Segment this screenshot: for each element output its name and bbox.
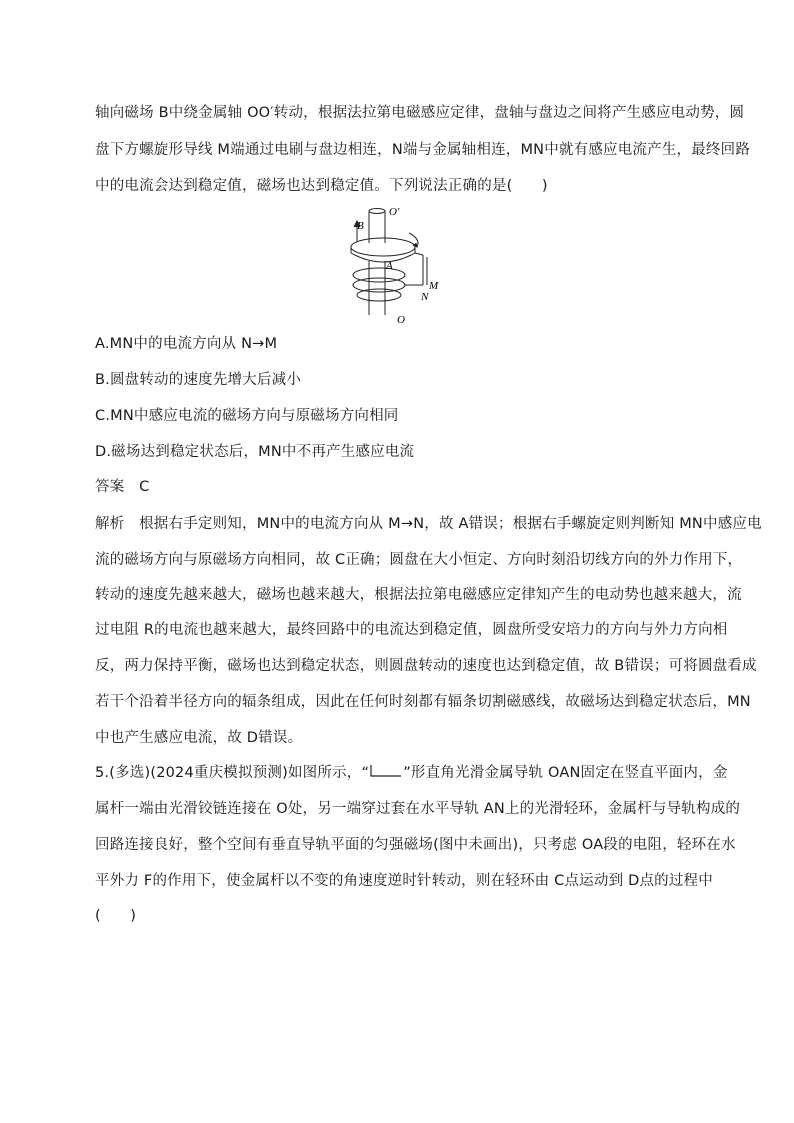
q4-analysis-line-4: 过电阻 R的电流也越来越大，最终回路中的电流达到稳定值，圆盘所受安培力的方向与外力方向相	[95, 622, 728, 638]
q5-suffix: ”形直角光滑金属导轨 OAN固定在竖直平面内，金	[403, 765, 728, 781]
q5-stem-line-2: 属杆一端由光滑铰链连接在 O处，另一端穿过套在水平导轨 AN上的光滑轻环，金属杆与导轨构成的	[95, 801, 741, 817]
q5-answer-blank: ( )	[95, 908, 137, 924]
right-angle-rail-symbol	[369, 764, 403, 778]
label-a: A	[386, 260, 393, 272]
disk-generator-diagram	[343, 203, 443, 327]
q4-analysis-line-6: 若干个沿着半径方向的辐条组成，因此在任何时刻都有辐条切割磁感线，故磁场达到稳定状态后，MN	[95, 694, 751, 710]
q4-analysis-line-3: 转动的速度先越来越大，磁场也越来越大，根据法拉第电磁感应定律知产生的电动势也越来越大，流	[95, 587, 742, 603]
q4-stem-line-3: 中的电流会达到稳定值，磁场也达到稳定值。下列说法正确的是( )	[95, 178, 548, 194]
q4-analysis-line-5: 反，两力保持平衡，磁场也达到稳定状态，则圆盘转动的速度也达到稳定值，故 B错误；可将圆盘看成	[95, 658, 757, 674]
q4-stem-line-1: 轴向磁场 B中绕金属轴 OO′转动，根据法拉第电磁感应定律，盘轴与盘边之间将产生感应电动势，圆	[95, 105, 745, 121]
q5-stem-line-3: 回路连接良好，整个空间有垂直导轨平面的匀强磁场(图中未画出)，只考虑 OA段的电阻，轻环在水	[95, 837, 736, 853]
label-o: O	[397, 314, 405, 326]
q5-prefix: 5.(多选)(2024重庆模拟预测)如图所示，“	[95, 765, 370, 781]
label-m: M	[429, 280, 439, 292]
q4-analysis-line-2: 流的磁场方向与原磁场方向相同，故 C正确；圆盘在大小恒定、方向时刻沿切线方向的外力作用下，	[95, 552, 743, 568]
label-b: B	[357, 220, 364, 232]
q4-option-c: C.MN中感应电流的磁场方向与原磁场方向相同	[95, 408, 399, 424]
q4-option-b: B.圆盘转动的速度先增大后减小	[95, 372, 302, 388]
q4-analysis-line-1: 解析 根据右手定则知，MN中的电流方向从 M→N，故 A错误；根据右手螺旋定则判断知 MN中感应电	[95, 516, 762, 532]
label-n: N	[421, 291, 429, 303]
q4-answer: 答案 C	[95, 479, 150, 495]
q4-analysis-line-7: 中也产生感应电流，故 D错误。	[95, 730, 303, 746]
q4-option-d: D.磁场达到稳定状态后，MN中不再产生感应电流	[95, 444, 415, 460]
disk-generator-figure	[343, 203, 443, 327]
q4-stem-line-2: 盘下方螺旋形导线 M端通过电刷与盘边相连，N端与金属轴相连，MN中就有感应电流产生，最终回路	[95, 142, 751, 158]
q5-stem-line-1	[95, 763, 728, 783]
q5-stem-line-4: 平外力 F的作用下，使金属杆以不变的角速度逆时针转动，则在轻环由 C点运动到 D点的过程中	[95, 873, 713, 889]
q4-option-a: A.MN中的电流方向从 N→M	[95, 336, 278, 352]
label-o-prime: O′	[389, 206, 400, 218]
